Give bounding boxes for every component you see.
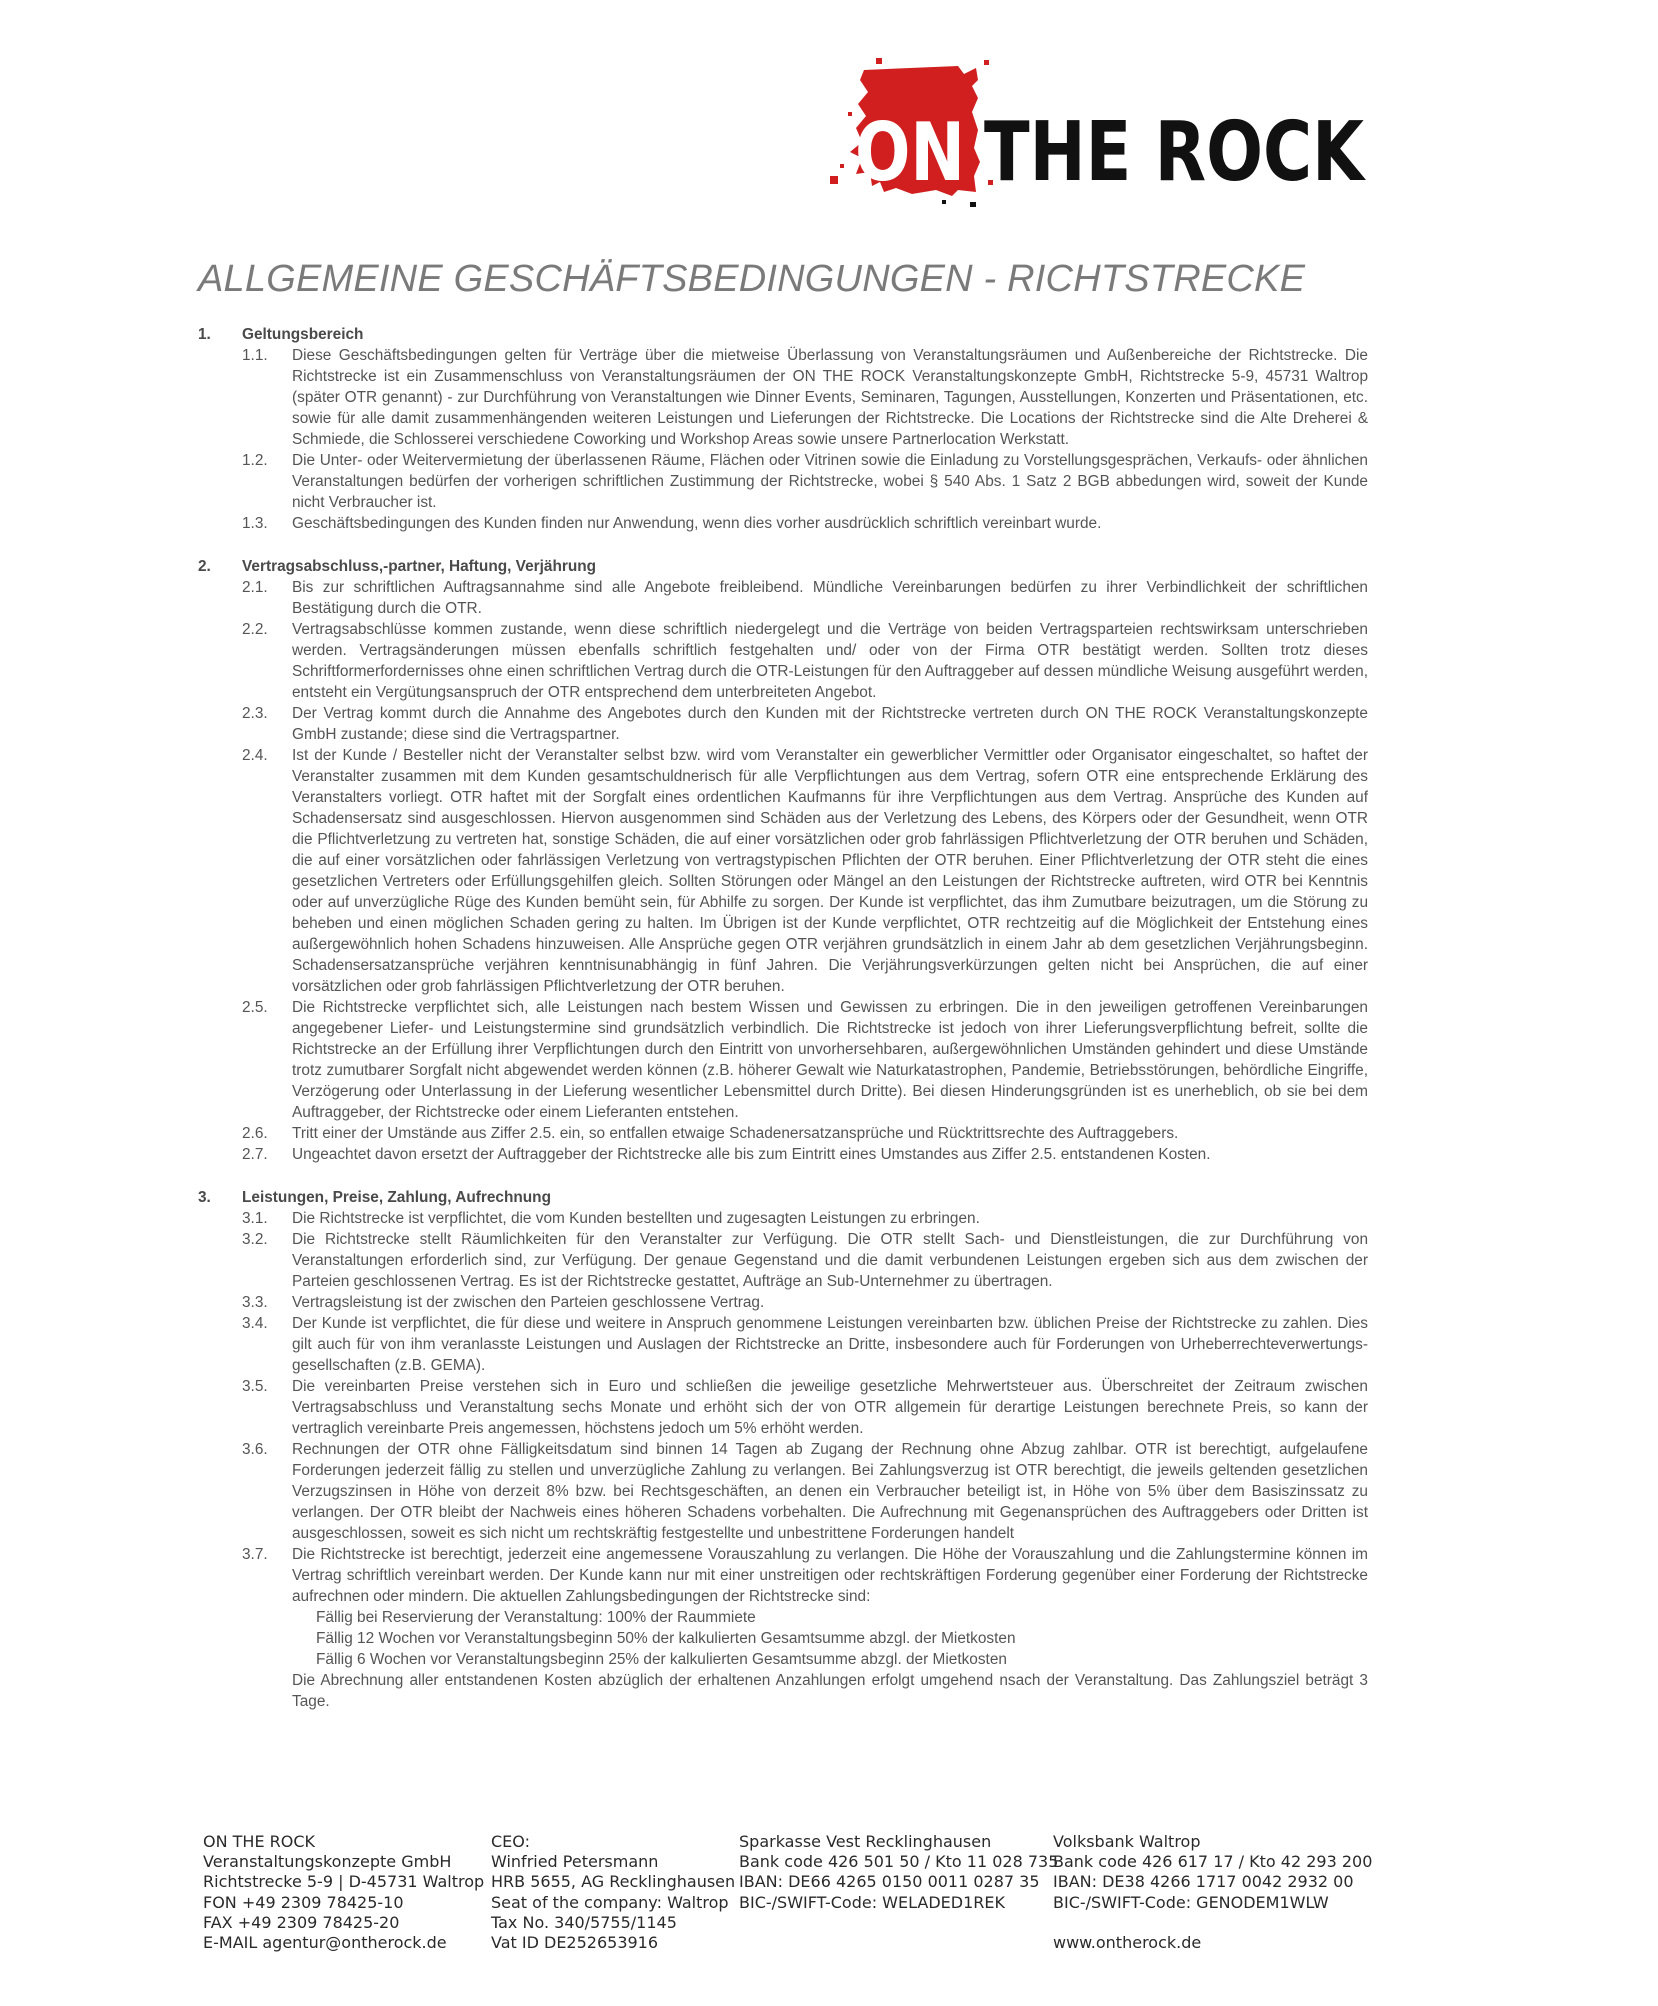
clause-text: Vertragsabschlüsse kommen zustande, wenn diese schriftlich niedergelegt und die Verträge von beiden Vertragsparteien rechtswirksam unterschrieben werden. Vertragsänderungen müssen ebenfalls schriftlich festgehalten und/ oder von der Firma OTR bestätigt werden. Sollten trotz dieses Schriftformerfordernisses ohne einen schriftlichen Vertrag durch die OTR-Leistungen für den Auftraggeber auf dessen mündliche Weisung ausgeführt werden, entsteht ein Vergütungsanspruch der OTR entsprechend dem unterbreiteten Angebot. bbox=[292, 621, 1368, 701]
section-heading bbox=[198, 1187, 1368, 1208]
footer-line: CEO: bbox=[491, 1832, 530, 1851]
clause bbox=[198, 1208, 1368, 1229]
clause-body bbox=[292, 513, 1368, 534]
clause-text: Die Abrechnung aller entstandenen Kosten abzüglich der erhaltenen Anzahlungen erfolgt umgehend nsach der Veranstaltung. Das Zahlungsziel beträgt 3 Tage. bbox=[292, 1672, 1368, 1710]
clause bbox=[198, 1376, 1368, 1439]
footer-fax: FAX +49 2309 78425-20 bbox=[203, 1912, 400, 1932]
page-footer bbox=[203, 1832, 1543, 1972]
footer-line: BIC-/SWIFT-Code: GENODEM1WLW bbox=[1053, 1892, 1329, 1912]
clause-body bbox=[292, 1544, 1368, 1712]
clause-number: 3.4. bbox=[242, 1315, 268, 1332]
clause bbox=[198, 1292, 1368, 1313]
clause-text: Bis zur schriftlichen Auftragsannahme sind alle Angebote freibleibend. Mündliche Vereinbarungen bedürfen zu ihrer Verbindlichkeit der schriftlichen Bestätigung durch die OTR. bbox=[292, 579, 1368, 617]
section-number: 1. bbox=[198, 326, 211, 343]
clause-body bbox=[292, 345, 1368, 450]
clause-text: Die Richtstrecke stellt Räumlichkeiten für den Veranstalter zur Verfügung. Die OTR stellt Sach- und Dienstleistungen, die zur Durchführung von Veranstaltungen erforderlich sind, zur Verfügung. Der genaue Gegenstand und die damit verbundenen Leistungen ergeben sich aus dem zwischen der Parteien geschlossenen Vertrag. Es ist der Richtstrecke gestattet, Aufträge an Sub-Unternehmer zu übertragen. bbox=[292, 1231, 1368, 1290]
clause-body bbox=[292, 745, 1368, 997]
clause-number: 3.7. bbox=[242, 1546, 268, 1563]
logo-splatter bbox=[984, 60, 989, 65]
clause bbox=[198, 1229, 1368, 1292]
footer-phone: FON +49 2309 78425-10 bbox=[203, 1892, 404, 1912]
section-title: Geltungsbereich bbox=[242, 326, 364, 343]
footer-line: IBAN: DE66 4265 0150 0011 0287 35 bbox=[739, 1872, 1040, 1892]
footer-line: Winfried Petersmann bbox=[491, 1852, 659, 1872]
clause-text: Die Richtstrecke ist verpflichtet, die vom Kunden bestellten und zugesagten Leistungen zu erbringen. bbox=[292, 1210, 980, 1227]
document-title: ALLGEMEINE GESCHÄFTSBEDINGUNGEN - RICHTSTRECKE bbox=[198, 258, 1306, 300]
clause-number: 2.7. bbox=[242, 1146, 268, 1163]
clause-number: 2.1. bbox=[242, 579, 268, 596]
clause-number: 2.2. bbox=[242, 621, 268, 638]
logo-graphic bbox=[826, 52, 1386, 212]
clause bbox=[198, 513, 1368, 534]
footer-line: ON THE ROCK bbox=[203, 1832, 316, 1851]
clause bbox=[198, 345, 1368, 450]
clause bbox=[198, 1313, 1368, 1376]
clause-body bbox=[292, 1144, 1368, 1165]
logo-text-on: ON bbox=[855, 106, 965, 199]
clause-text: Die Unter- oder Weitervermietung der überlassenen Räume, Flächen oder Vitrinen sowie die Einladung zu Vorstellungsgesprächen, Verkaufs- oder ähnlichen Veranstaltungen bedürfen der vorherigen schriftlichen Zustimmung der Richtstrecke, wobei § 540 Abs. 1 Satz 2 BGB abbedungen wird, soweit der Kunde nicht Verbraucher ist. bbox=[292, 452, 1368, 511]
payment-term-item: Fällig bei Reservierung der Veranstaltung: 100% der Raummiete bbox=[316, 1609, 756, 1626]
clause-body bbox=[292, 619, 1368, 703]
clause-number: 2.4. bbox=[242, 747, 268, 764]
footer-bank-sparkasse bbox=[739, 1832, 1058, 1913]
clause bbox=[198, 745, 1368, 997]
section-title: Leistungen, Preise, Zahlung, Aufrechnung bbox=[242, 1189, 551, 1206]
clause-text: Die vereinbarten Preise verstehen sich in Euro und schließen die jeweilige gesetzliche Mehrwertsteuer aus. Überschreitet der Zeitraum zwischen Vertragsabschluss und Veranstaltung sechs Monate und erhöht sich der von OTR allgemein für derartige Leistungen berechnete Preis, so kann der vertraglich vereinbarte Preis angemessen, höchstens jedoch um 5% erhöht werden. bbox=[292, 1378, 1368, 1437]
clause-body bbox=[292, 577, 1368, 619]
clause bbox=[198, 1544, 1368, 1712]
clause-body bbox=[292, 1376, 1368, 1439]
section-number: 2. bbox=[198, 558, 211, 575]
footer-line: Bank code 426 617 17 / Kto 42 293 200 bbox=[1053, 1852, 1373, 1872]
clause-body bbox=[292, 1313, 1368, 1376]
clause-number: 3.6. bbox=[242, 1441, 268, 1458]
footer-line: IBAN: DE38 4266 1717 0042 2932 00 bbox=[1053, 1872, 1354, 1892]
clause-number: 3.2. bbox=[242, 1231, 268, 1248]
clause-number: 2.5. bbox=[242, 999, 268, 1016]
clause bbox=[198, 1123, 1368, 1144]
clause-body bbox=[292, 450, 1368, 513]
footer-email[interactable]: E-MAIL agentur@ontherock.de bbox=[203, 1933, 447, 1953]
clause-text: Der Kunde ist verpflichtet, die für diese und weitere in Anspruch genommene Leistungen vereinbarten bzw. üblichen Preise der Richtstrecke zu zahlen. Dies gilt auch für von ihm veranlasste Leistungen und Auslagen der Richtstrecke an Dritte, insbesondere auch für Forderungen von Urheberrechteverwertungs-gesellschaften (z.B. GEMA). bbox=[292, 1315, 1368, 1374]
clause bbox=[198, 703, 1368, 745]
footer-line: Seat of the company: Waltrop bbox=[491, 1892, 729, 1912]
clause bbox=[198, 450, 1368, 513]
footer-company bbox=[203, 1832, 484, 1953]
clause-text: Der Vertrag kommt durch die Annahme des Angebotes durch den Kunden mit der Richtstrecke vertreten durch ON THE ROCK Veranstaltungskonzepte GmbH zustande; diese sind die Vertragspartner. bbox=[292, 705, 1368, 743]
footer-line: Volksbank Waltrop bbox=[1053, 1832, 1201, 1851]
clause-text: Geschäftsbedingungen des Kunden finden nur Anwendung, wenn dies vorher ausdrücklich schriftlich vereinbart wurde. bbox=[292, 515, 1102, 532]
clause-text: Vertragsleistung ist der zwischen den Parteien geschlossene Vertrag. bbox=[292, 1294, 765, 1311]
section-heading bbox=[198, 556, 1368, 577]
clause bbox=[198, 997, 1368, 1123]
clause-number: 3.1. bbox=[242, 1210, 268, 1227]
section-title: Vertragsabschluss,-partner, Haftung, Verjährung bbox=[242, 558, 597, 575]
footer-line: Sparkasse Vest Recklinghausen bbox=[739, 1832, 992, 1851]
section-number: 3. bbox=[198, 1189, 211, 1206]
clause bbox=[198, 577, 1368, 619]
logo-text-the-rock: THE ROCK bbox=[984, 105, 1367, 200]
clause-text: Rechnungen der OTR ohne Fälligkeitsdatum sind binnen 14 Tagen ab Zugang der Rechnung ohne Abzug zahlbar. OTR ist berechtigt, aufgelaufene Forderungen jederzeit fällig zu stellen und unverzügliche Zahlung zu verlangen. Bei Zahlungsverzug ist OTR berechtigt, die jeweils geltenden gesetzlichen Verzugszinsen in Höhe von derzeit 8% bzw. bei Rechtsgeschäften, an denen ein Verbraucher beteiligt ist, in Höhe von 5% über dem Basiszinssatz zu verlangen. Der OTR bleibt der Nachweis eines höheren Schadens vorbehalten. Die Aufrechnung mit Gegenansprüchen des Auftraggebers oder Dritten ist ausgeschlossen, soweit es sich nicht um rechtskräftig festgestellte und unbestrittene Forderungen handelt bbox=[292, 1441, 1368, 1542]
logo-splatter bbox=[848, 112, 852, 116]
company-logo bbox=[826, 52, 1386, 212]
clause-body bbox=[292, 703, 1368, 745]
footer-line: Vat ID DE252653916 bbox=[491, 1933, 659, 1953]
terms-section bbox=[198, 324, 1368, 534]
clause-text: Tritt einer der Umstände aus Ziffer 2.5. ein, so entfallen etwaige Schadenersatzansprüche und Rücktrittsrechte des Auftraggebers. bbox=[292, 1125, 1179, 1142]
clause bbox=[198, 1439, 1368, 1544]
footer-line: Veranstaltungskonzepte GmbH bbox=[203, 1852, 452, 1872]
logo-splatter bbox=[942, 200, 946, 204]
clause-text: Die Richtstrecke ist berechtigt, jederzeit eine angemessene Vorauszahlung zu verlangen. Die Höhe der Vorauszahlung und die Zahlungstermine können im Vertrag schriftlich vereinbart werden. Der Kunde kann nur mit einer unstreitigen oder rechtskräftigen Forderung gegenüber einer Forderung der Richtstrecke aufrechnen oder mindern. Die aktuellen Zahlungsbedingungen der Richtstrecke sind: bbox=[292, 1546, 1368, 1605]
clause-number: 2.6. bbox=[242, 1125, 268, 1142]
terms-content bbox=[198, 324, 1368, 1734]
logo-splatter bbox=[970, 202, 976, 207]
footer-line: Bank code 426 501 50 / Kto 11 028 735 bbox=[739, 1852, 1059, 1872]
clause-body bbox=[292, 1292, 1368, 1313]
clause-number: 3.3. bbox=[242, 1294, 268, 1311]
clause-text: Die Richtstrecke verpflichtet sich, alle Leistungen nach bestem Wissen und Gewissen zu erbringen. Die in den jeweiligen getroffenen Vereinbarungen angegebener Liefer- und Leistungstermine sind grundsätzlich verbindlich. Die Richtstrecke ist jedoch von ihrer Lieferungsverpflichtung befreit, sollte die Richtstrecke an der Erfüllung ihrer Verpflichtungen durch den Eintritt von unvorhersehbaren, außergewöhnlichen Umständen gehindert und diese Umstände trotz zumutbarer Sorgfalt nicht abgewendet werden können (z.B. höherer Gewalt wie Naturkatastrophen, Pandemie, Betriebsstörungen, behördliche Eingriffe, Verzögerung oder Unterlassung in der Lieferung wesentlicher Lebensmittel durch Dritte). Bei diesen Hinderungsgründen ist es unerheblich, ob sie bei dem Auftraggeber, der Richtstrecke oder einem Lieferanten entstehen. bbox=[292, 999, 1368, 1121]
clause-body bbox=[292, 1229, 1368, 1292]
footer-line: Richtstrecke 5-9 | D-45731 Waltrop bbox=[203, 1872, 485, 1892]
clause-number: 2.3. bbox=[242, 705, 268, 722]
clause-text: Diese Geschäftsbedingungen gelten für Verträge über die mietweise Überlassung von Veranstaltungsräumen und Außenbereiche der Richtstrecke. Die Richtstrecke ist ein Zusammenschluss von Veranstaltungsräumen der ON THE ROCK Veranstaltungskonzepte GmbH, Richtstrecke 5-9, 45731 Waltrop (später OTR genannt) - zur Durchführung von Veranstaltungen wie Dinner Events, Seminaren, Tagungen, Ausstellungen, Konzerten und Präsentationen, etc. sowie für alle damit zusammenhängenden weiteren Leistungen und Lieferungen der Richtstrecke. Die Locations der Richtstrecke sind die Alte Dreherei & Schmiede, die Schlosserei verschiedene Coworking und Workshop Areas sowie unsere Partnerlocation Werkstatt. bbox=[292, 347, 1368, 448]
clause-number: 3.5. bbox=[242, 1378, 268, 1395]
footer-ceo bbox=[491, 1832, 735, 1953]
terms-section bbox=[198, 1187, 1368, 1712]
logo-splatter bbox=[840, 164, 844, 168]
logo-splatter bbox=[830, 176, 838, 184]
clause-number: 1.2. bbox=[242, 452, 268, 469]
payment-term-item: Fällig 12 Wochen vor Veranstaltungsbeginn 50% der kalkulierten Gesamtsumme abzgl. der Mietkosten bbox=[316, 1630, 1016, 1647]
footer-website[interactable]: www.ontherock.de bbox=[1053, 1933, 1202, 1952]
clause-body bbox=[292, 1123, 1368, 1144]
clause-body bbox=[292, 1439, 1368, 1544]
payment-term-item: Fällig 6 Wochen vor Veranstaltungsbeginn 25% der kalkulierten Gesamtsumme abzgl. der Mietkosten bbox=[316, 1651, 1007, 1668]
clause-number: 1.1. bbox=[242, 347, 268, 364]
footer-line: HRB 5655, AG Recklinghausen bbox=[491, 1872, 736, 1892]
terms-section bbox=[198, 556, 1368, 1165]
clause bbox=[198, 619, 1368, 703]
section-heading bbox=[198, 324, 1368, 345]
clause bbox=[198, 1144, 1368, 1165]
footer-line: BIC-/SWIFT-Code: WELADED1REK bbox=[739, 1892, 1005, 1912]
clause-body bbox=[292, 997, 1368, 1123]
clause-text: Ungeachtet davon ersetzt der Auftraggeber der Richtstrecke alle bis zum Eintritt eines Umstandes aus Ziffer 2.5. entstandenen Kosten. bbox=[292, 1146, 1211, 1163]
logo-splatter bbox=[876, 58, 882, 64]
clause-number: 1.3. bbox=[242, 515, 268, 532]
footer-line: Tax No. 340/5755/1145 bbox=[491, 1912, 677, 1932]
clause-text: Ist der Kunde / Besteller nicht der Veranstalter selbst bzw. wird vom Veranstalter ein gewerblicher Vermittler oder Organisator eingeschaltet, so haftet der Veranstalter zusammen mit dem Kunden gesamtschuldnerisch für alle Verpflichtungen aus dem Vertrag, sofern OTR eine entsprechende Erklärung des Veranstalters vorliegt. OTR haftet mit der Sorgfalt eines ordentlichen Kaufmanns für ihre Verpflichtungen aus dem Vertrag. Ansprüche des Kunden auf Schadensersatz sind ausgeschlossen. Hiervon ausgenommen sind Schäden aus der Verletzung des Lebens, des Körpers oder der Gesundheit, wenn OTR die Pflichtverletzung zu vertreten hat, sonstige Schäden, die auf einer vorsätzlichen oder grob fahrlässigen Pflichtverletzung der OTR beruhen und Schäden, die auf einer vorsätzlichen oder fahrlässigen Verletzung von vertragstypischen Pflichten der OTR beruhen. Einer Pflichtverletzung der OTR steht die eines gesetzlichen Vertreters oder Erfüllungsgehilfen gleich. Sollten Störungen oder Mängel an den Leistungen der Richtstrecke auftreten, wird OTR bei Kenntnis oder auf unverzügliche Rüge des Kunden bemüht sein, für Abhilfe zu sorgen. Der Kunde ist verpflichtet, das ihm Zumutbare beizutragen, um die Störung zu beheben und einen möglichen Schaden gering zu halten. Im Übrigen ist der Kunde verpflichtet, OTR rechtzeitig auf die Möglichkeit der Entstehung eines außergewöhnlich hohen Schadens hinzuweisen. Alle Ansprüche gegen OTR verjähren grundsätzlich in einem Jahr ab dem gesetzlichen Verjährungsbeginn. Schadensersatzansprüche verjähren kenntnisunabhängig in fünf Jahren. Die Verjährungsverkürzungen gelten nicht bei Ansprüchen, die auf einer vorsätzlichen oder grob fahrlässigen Pflichtverletzung der OTR beruhen. bbox=[292, 747, 1368, 995]
clause-body bbox=[292, 1208, 1368, 1229]
footer-bank-volksbank bbox=[1053, 1832, 1372, 1953]
